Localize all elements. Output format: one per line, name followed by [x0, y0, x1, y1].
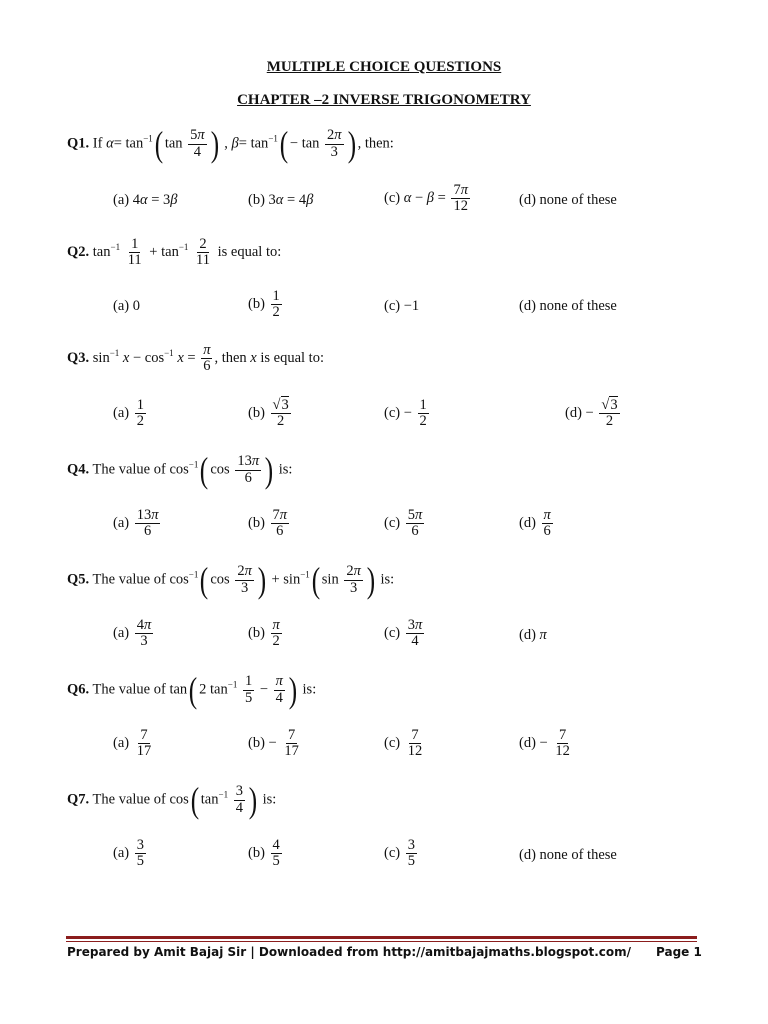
option-c: (c) α − β = $\frac{7\pi}{12}$ [384, 182, 468, 215]
option-c: (c) − $\frac{1}{2}$ [384, 397, 427, 430]
option-d: (d) none of these [519, 847, 617, 863]
option-a: (a) 4α = 3β [113, 192, 178, 208]
question-number: Q3. [67, 350, 90, 367]
question-number: Q6. [67, 681, 90, 698]
option-d: (d) none of these [519, 192, 617, 208]
question-6: Q6. The value of tan( 2 $\tan^{-1}$ $\frac{1}{5}$ − $\frac{\pi}{4}$ ) is: [67, 670, 317, 710]
question-number: Q7. [67, 791, 90, 808]
footer-divider [66, 936, 697, 939]
question-3: Q3. $\sin^{-1} x - \cos^{-1} x$ = $\frac{\pi}{6}$ , then x is equal to: [67, 342, 324, 375]
option-d: (d) none of these [519, 298, 617, 314]
question-number: Q2. [67, 244, 90, 261]
option-b: (b) 3α = 4β [248, 192, 314, 208]
option-c: (c) −1 [384, 298, 420, 314]
document-title: MULTIPLE CHOICE QUESTIONS [266, 59, 502, 75]
chapter-title: CHAPTER –2 INVERSE TRIGONOMETRY [237, 92, 531, 108]
option-a: (a) $\frac{3}{5}$ [113, 837, 144, 870]
option-d: (d) $\frac{\pi}{6}$ [519, 507, 551, 540]
question-2: Q2. $\tan^{-1}$ $\frac{1}{11}$ + $\tan^{-1}$ $\frac{2}{11}$ is equal to: [67, 236, 282, 269]
option-b: (b) − $\frac{7}{17}$ [248, 727, 299, 760]
question-number: Q5. [67, 571, 90, 588]
option-c: (c) $\frac{7}{12}$ [384, 727, 423, 760]
option-c: (c) $\frac{3\pi}{4}$ [384, 617, 423, 650]
option-d: (d) − $\frac{7}{12}$ [519, 727, 570, 760]
option-b: (b) $\frac{\pi}{2}$ [248, 617, 280, 650]
question-number: Q4. [67, 461, 90, 478]
option-d: (d) π [519, 627, 547, 643]
question-5: Q5. The value of $\cos^{-1}$( cos $\frac{2\pi}{3}$ ) + $\sin^{-1}$( sin $\frac{2\pi}{3}$ ) is: [67, 560, 395, 600]
page-number: Page 1 [656, 945, 702, 959]
question-7: Q7. The value of cos( $\tan^{-1}$ $\frac{3}{4}$ ) is: [67, 780, 277, 820]
option-c: (c) $\frac{3}{5}$ [384, 837, 415, 870]
option-b: (b) $\frac{4}{5}$ [248, 837, 280, 870]
option-d: (d) − $\frac{√3}{2}$ [565, 397, 618, 430]
option-a: (a) 0 [113, 298, 140, 314]
option-a: (a) $\frac{7}{17}$ [113, 727, 152, 760]
option-a: (a) $\frac{4\pi}{3}$ [113, 617, 152, 650]
question-4: Q4. The value of $\cos^{-1}$( cos $\frac{13\pi}{6}$ ) is: [67, 450, 293, 490]
footer-credit: Prepared by Amit Bajaj Sir | Downloaded from http://amitbajajmaths.blogspot.com/ [67, 945, 632, 959]
option-a: (a) $\frac{1}{2}$ [113, 397, 144, 430]
option-c: (c) $\frac{5\pi}{6}$ [384, 507, 423, 540]
option-b: (b) $\frac{√3}{2}$ [248, 397, 289, 430]
question-1: Q1. If $\alpha= \tan^{-1}$( tan $\frac{5\pi}{4}$ ) , $\beta= \tan^{-1}( - \tan$ $\frac{2\pi}{3}$ ) , then: [67, 124, 394, 164]
option-b: (b) $\frac{1}{2}$ [248, 288, 280, 321]
option-b: (b) $\frac{7\pi}{6}$ [248, 507, 288, 540]
option-a: (a) $\frac{13\pi}{6}$ [113, 507, 159, 540]
footer-divider-thin [66, 941, 697, 942]
question-number: Q1. [67, 135, 90, 152]
